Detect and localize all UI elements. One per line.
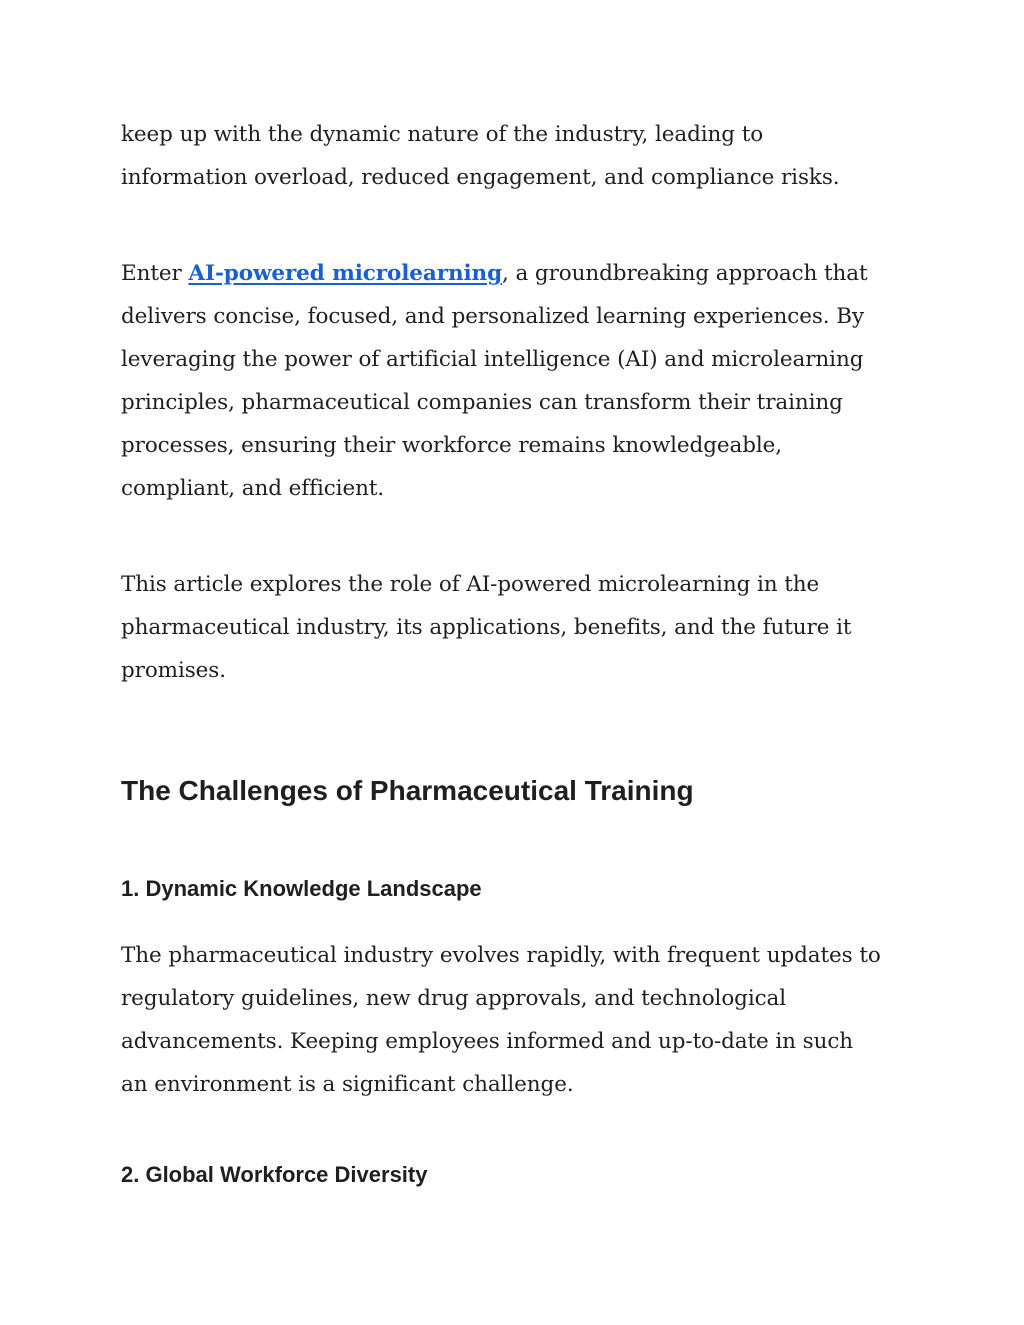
paragraph-line: regulatory guidelines, new drug approvals, and technological bbox=[121, 986, 787, 1011]
paragraph-line: information overload, reduced engagement, and compliance risks. bbox=[121, 165, 840, 190]
paragraph-line bbox=[121, 252, 911, 295]
subsection-1-paragraph bbox=[121, 934, 911, 1106]
paragraph-line: compliant, and efficient. bbox=[121, 476, 385, 501]
paragraph-line: an environment is a significant challenge. bbox=[121, 1072, 574, 1097]
paragraph-line: processes, ensuring their workforce remains knowledgeable, bbox=[121, 433, 783, 458]
paragraph-line: advancements. Keeping employees informed and up-to-date in such bbox=[121, 1029, 854, 1054]
enter-prefix: Enter bbox=[121, 261, 189, 286]
paragraph-line: keep up with the dynamic nature of the industry, leading to bbox=[121, 122, 764, 147]
paragraph-line: This article explores the role of AI-powered microlearning in the bbox=[121, 572, 820, 597]
paragraph-line: delivers concise, focused, and personalized learning experiences. By bbox=[121, 304, 865, 329]
intro-continuation-paragraph bbox=[121, 113, 911, 199]
ai-powered-microlearning-link[interactable]: AI-powered microlearning bbox=[188, 261, 503, 286]
enter-line1-suffix: , a groundbreaking approach that bbox=[502, 261, 868, 286]
enter-paragraph bbox=[121, 252, 911, 510]
subsection-2-heading: 2. Global Workforce Diversity bbox=[121, 1162, 428, 1187]
article-overview-paragraph bbox=[121, 563, 911, 692]
paragraph-line: pharmaceutical industry, its applications, benefits, and the future it bbox=[121, 615, 852, 640]
paragraph-line: leveraging the power of artificial intelligence (AI) and microlearning bbox=[121, 347, 864, 372]
subsection-1-heading: 1. Dynamic Knowledge Landscape bbox=[121, 876, 482, 901]
section-heading: The Challenges of Pharmaceutical Training bbox=[121, 775, 694, 806]
paragraph-line: promises. bbox=[121, 658, 226, 683]
paragraph-line: principles, pharmaceutical companies can transform their training bbox=[121, 390, 843, 415]
paragraph-line: The pharmaceutical industry evolves rapidly, with frequent updates to bbox=[121, 943, 881, 968]
